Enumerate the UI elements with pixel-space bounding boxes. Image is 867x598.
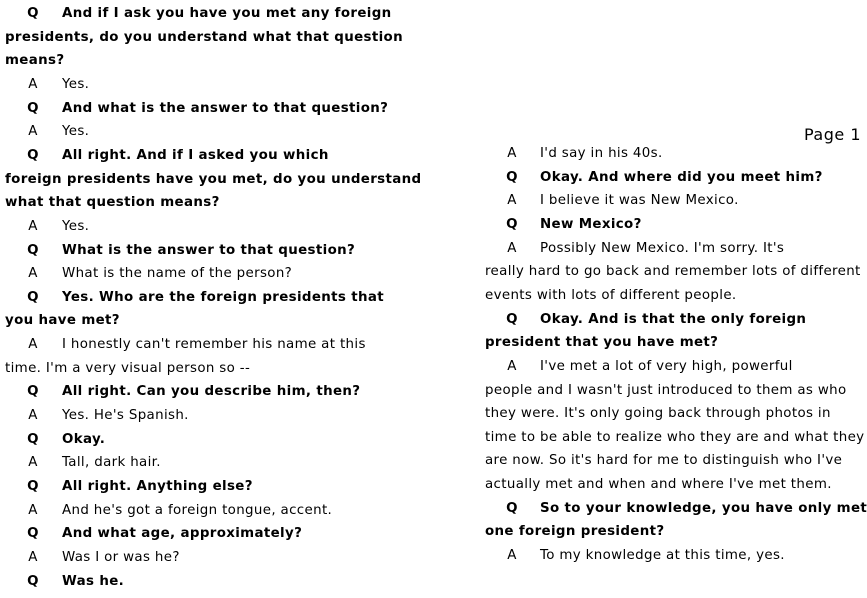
transcript-text: And what is the answer to that question? xyxy=(62,100,389,116)
speaker-label: A xyxy=(28,502,38,518)
transcript-text: All right. Anything else? xyxy=(62,479,253,494)
transcript-text: To my knowledge at this time, yes. xyxy=(540,548,785,564)
transcript-text: Was I or was he? xyxy=(62,549,180,565)
transcript-text: And he's got a foreign tongue, accent. xyxy=(62,502,333,518)
transcript-text: Yes. xyxy=(62,124,90,140)
transcript-text: All right. And if I asked you which xyxy=(62,147,329,163)
transcript-text: What is the name of the person? xyxy=(62,266,293,282)
speaker-label: Q xyxy=(27,100,39,116)
transcript-text: what that question means? xyxy=(5,195,220,211)
speaker-label: A xyxy=(28,455,38,471)
speaker-label: Q xyxy=(27,242,39,258)
transcript-text: Okay. xyxy=(62,431,106,447)
transcript-column-left xyxy=(0,0,420,598)
speaker-label: Q xyxy=(506,216,518,232)
speaker-label: A xyxy=(507,240,517,256)
transcript-text: president that you have met? xyxy=(485,335,719,351)
speaker-label: A xyxy=(28,337,38,353)
speaker-label: Q xyxy=(27,147,39,163)
transcript-text: I've met a lot of very high, powerful xyxy=(540,358,793,374)
speaker-label: Q xyxy=(506,169,518,185)
transcript-text: really hard to go back and remember lots of different xyxy=(485,264,861,280)
transcript-text: And if I ask you have you met any foreign xyxy=(62,6,392,21)
transcript-text: Yes. xyxy=(62,218,90,234)
speaker-label: Q xyxy=(27,479,39,494)
transcript-text: people and I wasn't just introduced to them as who xyxy=(485,382,847,398)
transcript-text: time. I'm a very visual person so -- xyxy=(5,360,251,376)
transcript-text: I'd say in his 40s. xyxy=(540,146,663,161)
transcript-text: means? xyxy=(5,53,65,69)
transcript-text: Yes. Who are the foreign presidents that xyxy=(62,289,385,305)
transcript-text: I honestly can't remember his name at this xyxy=(62,337,366,353)
transcript-text: I believe it was New Mexico. xyxy=(540,193,739,209)
transcript-text: you have met? xyxy=(5,313,120,329)
transcript-text: Okay. And is that the only foreign xyxy=(540,311,807,327)
speaker-label: A xyxy=(28,266,38,282)
speaker-label: A xyxy=(507,193,517,209)
speaker-label: Q xyxy=(27,289,39,305)
transcript-text: And what age, approximately? xyxy=(62,526,303,542)
speaker-label: A xyxy=(507,548,517,564)
speaker-label: Q xyxy=(506,500,518,516)
speaker-label: A xyxy=(28,549,38,565)
speaker-label: Q xyxy=(506,311,518,327)
speaker-label: Q xyxy=(27,6,39,21)
speaker-label: A xyxy=(507,146,517,161)
speaker-label: A xyxy=(28,408,38,424)
speaker-label: Q xyxy=(27,384,39,400)
transcript-text: one foreign president? xyxy=(485,524,665,540)
transcript-text: they were. It's only going back through photos in xyxy=(485,406,831,422)
speaker-label: A xyxy=(28,76,38,92)
transcript-text: Possibly New Mexico. I'm sorry. It's xyxy=(540,240,785,256)
transcript-text: actually met and when and where I've met them. xyxy=(485,477,832,493)
transcript-text: events with lots of different people. xyxy=(485,287,737,303)
speaker-label: Q xyxy=(27,573,39,589)
transcript-text: Yes. xyxy=(62,76,90,92)
transcript-text: Was he. xyxy=(62,573,125,589)
speaker-label: A xyxy=(28,124,38,140)
transcript-text: Tall, dark hair. xyxy=(62,455,161,471)
transcript-text: presidents, do you understand what that question xyxy=(5,29,403,45)
transcript-text: All right. Can you describe him, then? xyxy=(62,384,361,400)
transcript-text: Yes. He's Spanish. xyxy=(62,408,189,424)
transcript-text: foreign presidents have you met, do you understand xyxy=(5,171,422,187)
speaker-label: A xyxy=(28,218,38,234)
transcript-text: are now. So it's hard for me to distinguish who I've xyxy=(485,453,843,469)
page-number-header: Page 1 xyxy=(804,125,861,144)
speaker-label: Q xyxy=(27,431,39,447)
transcript-text: So to your knowledge, you have only met xyxy=(540,500,867,516)
speaker-label: A xyxy=(507,358,517,374)
transcript-text: New Mexico? xyxy=(540,216,642,232)
transcript-text: What is the answer to that question? xyxy=(62,242,356,258)
transcript-text: Okay. And where did you meet him? xyxy=(540,169,823,185)
transcript-text: time to be able to realize who they are and what they xyxy=(485,429,865,445)
transcript-column-right xyxy=(479,0,867,598)
speaker-label: Q xyxy=(27,526,39,542)
